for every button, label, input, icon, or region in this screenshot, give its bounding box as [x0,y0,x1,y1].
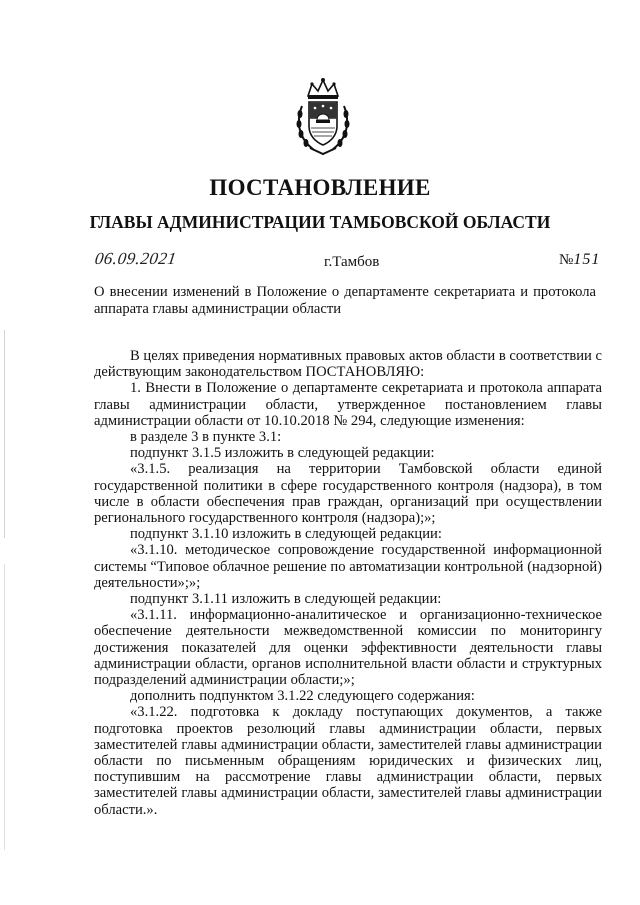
body-paragraph: «3.1.22. подготовка к докладу поступающих документов, а также подготовка проектов резолюций главы администрации области, первых заместителей главы администрации области, заместителей главы администрации области по письменным обращениям юридических и физических лиц, поступившим на рассмотрение главы администрации области, первых заместителей главы администрации области, заместителей главы администрации области.». [94,704,602,818]
body-paragraph: «3.1.10. методическое сопровождение государственной информационной системы “Типовое облачное решение по автоматизации контрольной (надзорной) деятельности»;»; [94,542,602,591]
document-title: ПОСТАНОВЛЕНИЕ [209,175,431,200]
body-paragraph: В целях приведения нормативных правовых актов области в соответствии с действующим законодательством ПОСТАНОВЛЯЮ: [94,348,602,381]
body-paragraph: в разделе 3 в пункте 3.1: [130,429,282,446]
body-paragraph: дополнить подпунктом 3.1.22 следующего содержания: [130,688,475,705]
document-city: г.Тамбов [324,254,380,270]
body-paragraph: подпункт 3.1.5 изложить в следующей редакции: [130,445,435,462]
number-value: 151 [573,251,601,268]
number-prefix: № [559,252,574,268]
document-number [559,251,600,269]
body-paragraph: 1. Внести в Положение о департаменте секретариата и протокола аппарата главы администрации области, утвержденное постановлением главы администрации области от 10.10.2018 № 294, следующие изменения: [94,380,602,429]
document-date: 06.09.2021 [93,249,178,268]
document-body [94,348,602,818]
body-paragraph: «3.1.5. реализация на территории Тамбовской области единой государственной политики в сфере государственного контроля (надзора), в том числе в области обеспечения прав граждан, организаций при осуществлении регионального государственного контроля (надзора);»; [94,461,602,527]
tambov-coat-of-arms-icon [294,76,352,158]
document-subtitle: ГЛАВЫ АДМИНИСТРАЦИИ ТАМБОВСКОЙ ОБЛАСТИ [89,212,551,232]
document-subject: О внесении изменений в Положение о департаменте секретариата и протокола аппарата главы администрации области [94,284,596,317]
body-paragraph: подпункт 3.1.10 изложить в следующей редакции: [130,526,442,543]
scan-margin-line [4,330,5,850]
body-paragraph: подпункт 3.1.11 изложить в следующей редакции: [130,591,442,608]
body-paragraph: «3.1.11. информационно-аналитическое и организационно-техническое обеспечение деятельности межведомственной комиссии по мониторингу достижения показателей для оценки эффективности деятельности главы администрации области, органов исполнительной власти области и структурных подразделений администрации области;»; [94,607,602,689]
